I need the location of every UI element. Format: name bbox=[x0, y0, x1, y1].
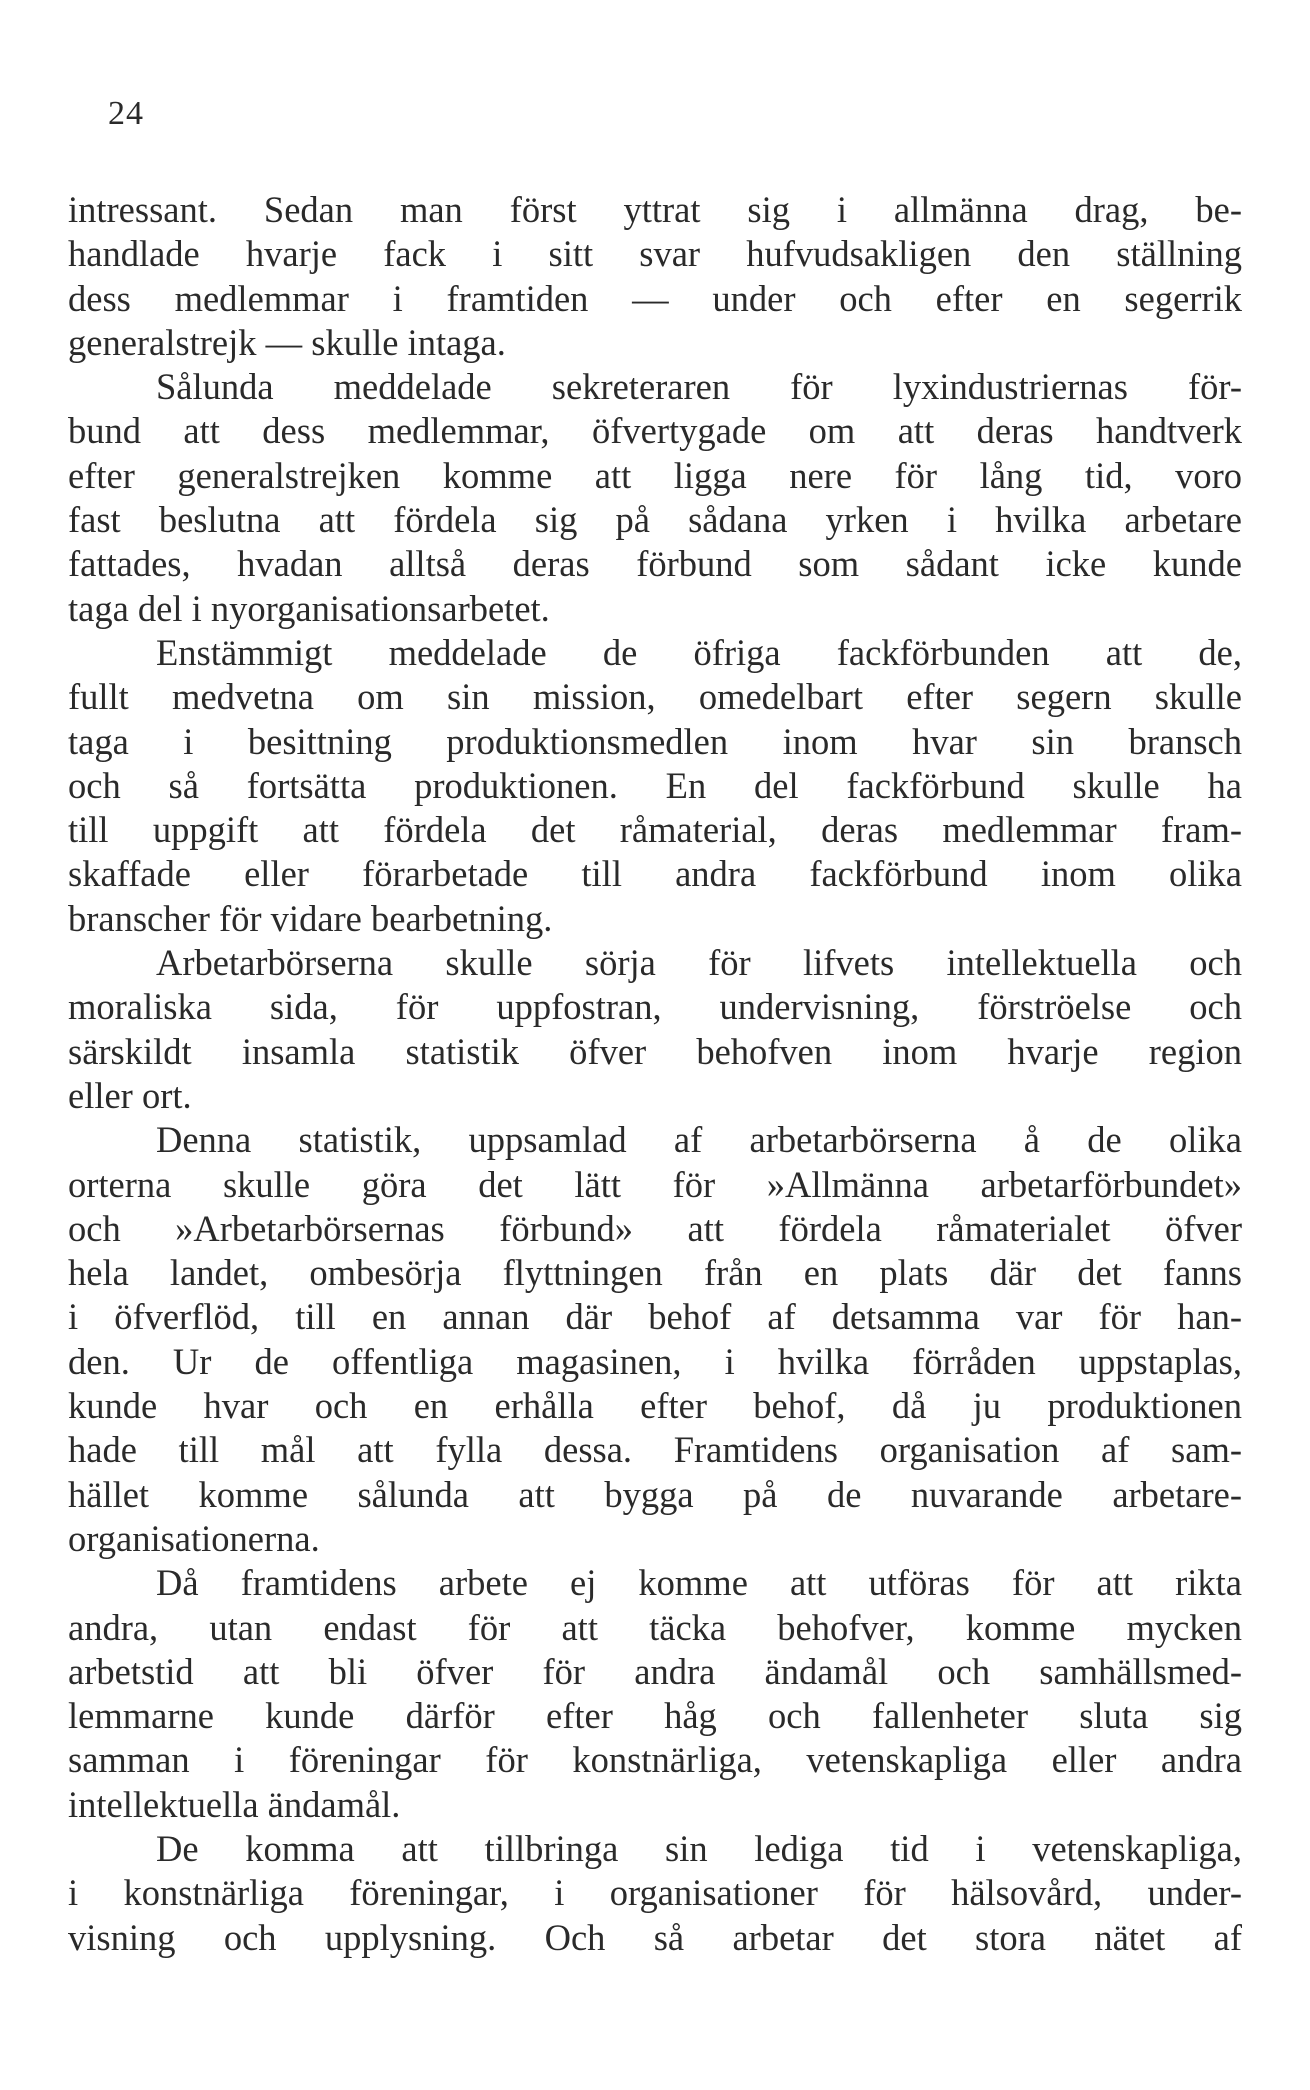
text-line: hället komme sålunda att bygga på de nuvarande arbetare- bbox=[68, 1473, 1242, 1515]
text-line: Enstämmigt meddelade de öfriga fackförbunden att de, bbox=[156, 631, 1242, 673]
page-number: 24 bbox=[108, 95, 144, 132]
text-line: den. Ur de offentliga magasinen, i hvilka förråden uppstaplas, bbox=[68, 1340, 1242, 1382]
text-line: visning och upplysning. Och så arbetar det stora nätet af bbox=[68, 1916, 1242, 1958]
body-text bbox=[68, 188, 1242, 1960]
text-line: Denna statistik, uppsamlad af arbetarbörserna å de olika bbox=[156, 1119, 1242, 1161]
text-line: lemmarne kunde därför efter håg och fallenheter sluta sig bbox=[68, 1695, 1242, 1737]
text-line: orterna skulle göra det lätt för »Allmänna arbetarförbundet» bbox=[68, 1163, 1242, 1205]
text-line: och »Arbetarbörsernas förbund» att fördela råmaterialet öfver bbox=[68, 1207, 1242, 1249]
text-line: arbetstid att bli öfver för andra ändamål och samhällsmed- bbox=[68, 1650, 1242, 1692]
text-line: taga i besittning produktionsmedlen inom hvar sin bransch bbox=[68, 720, 1242, 762]
text-line: i öfverflöd, till en annan där behof af detsamma var för han- bbox=[68, 1296, 1242, 1338]
text-line: Arbetarbörserna skulle sörja för lifvets intellektuella och bbox=[156, 942, 1242, 984]
text-line: och så fortsätta produktionen. En del fackförbund skulle ha bbox=[68, 764, 1242, 806]
text-line: kunde hvar och en erhålla efter behof, då ju produktionen bbox=[68, 1385, 1242, 1427]
text-line: i konstnärliga föreningar, i organisationer för hälsovård, under- bbox=[68, 1872, 1242, 1914]
text-line: bund att dess medlemmar, öfvertygade om att deras handtverk bbox=[68, 410, 1242, 452]
text-line: eller ort. bbox=[68, 1074, 192, 1116]
text-line: fattades, hvadan alltså deras förbund som sådant icke kunde bbox=[68, 543, 1242, 585]
text-line: fullt medvetna om sin mission, omedelbart efter segern skulle bbox=[68, 676, 1242, 718]
text-line: Då framtidens arbete ej komme att utföras för att rikta bbox=[156, 1562, 1242, 1604]
text-line: De komma att tillbringa sin lediga tid i vetenskapliga, bbox=[156, 1827, 1242, 1869]
text-line: Sålunda meddelade sekreteraren för lyxindustriernas för- bbox=[156, 366, 1242, 408]
text-line: intellektuella ändamål. bbox=[68, 1783, 401, 1825]
text-line: intressant. Sedan man först yttrat sig i allmänna drag, be- bbox=[68, 189, 1242, 230]
text-line: samman i föreningar för konstnärliga, vetenskapliga eller andra bbox=[68, 1739, 1242, 1781]
text-line: särskildt insamla statistik öfver behofven inom hvarje region bbox=[68, 1030, 1242, 1072]
text-line: hela landet, ombesörja flyttningen från en plats där det fanns bbox=[68, 1252, 1242, 1294]
text-line: andra, utan endast för att täcka behofver, komme mycken bbox=[68, 1606, 1242, 1648]
text-line: efter generalstrejken komme att ligga nere för lång tid, voro bbox=[68, 454, 1242, 496]
text-line: hade till mål att fylla dessa. Framtidens organisation af sam- bbox=[68, 1429, 1242, 1471]
text-line: organisationerna. bbox=[68, 1517, 320, 1559]
text-line: dess medlemmar i framtiden — under och efter en segerrik bbox=[68, 277, 1242, 319]
text-line: till uppgift att fördela det råmaterial, deras medlemmar fram- bbox=[68, 809, 1242, 851]
text-line: handlade hvarje fack i sitt svar hufvudsakligen den ställning bbox=[68, 233, 1242, 275]
text-line: fast beslutna att fördela sig på sådana yrken i hvilka arbetare bbox=[68, 499, 1242, 541]
text-line: generalstrejk — skulle intaga. bbox=[68, 321, 506, 363]
text-line: taga del i nyorganisationsarbetet. bbox=[68, 587, 550, 629]
text-line: moraliska sida, för uppfostran, undervisning, förströelse och bbox=[68, 986, 1242, 1028]
text-line: branscher för vidare bearbetning. bbox=[68, 897, 553, 939]
text-line: skaffade eller förarbetade till andra fackförbund inom olika bbox=[68, 853, 1242, 895]
